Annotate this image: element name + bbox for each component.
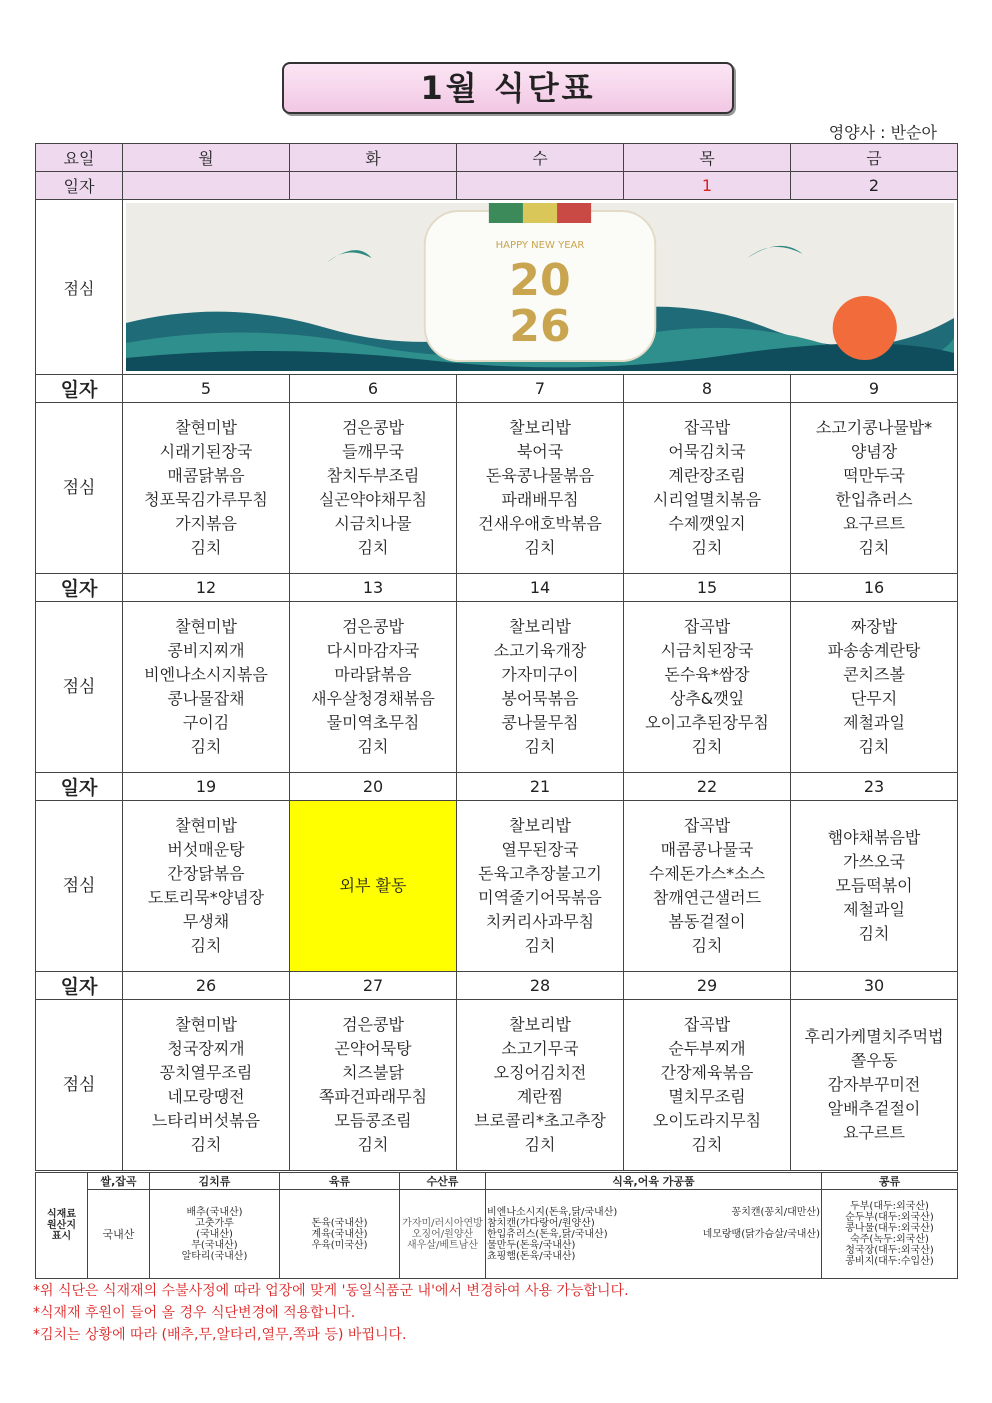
date-cell: 8 — [624, 375, 791, 403]
date-cell: 14 — [457, 574, 624, 602]
origin-beans: 두부(대두:외국산) 순두부(대두:외국산) 콩나물(대두:외국산) 숙주(녹두:외국산) 청국장(대두:외국산) 콩비지(대두:수입산) — [822, 1190, 958, 1279]
date-cell: 27 — [290, 972, 457, 1000]
origin-rice: 국내산 — [88, 1190, 150, 1279]
menu-cell: 찰현미밥 버섯매운탕 간장닭볶음 도토리묵*양념장 무생채 김치 — [123, 801, 290, 972]
origin-body-row — [36, 1190, 958, 1279]
date-cell: 6 — [290, 375, 457, 403]
menu-cell: 잡곡밥 시금치된장국 돈수육*쌈장 상추&깻잎 오이고추된장무침 김치 — [624, 602, 791, 773]
day-thu: 목 — [624, 144, 791, 172]
date-row — [36, 773, 958, 801]
banner-image — [126, 203, 954, 371]
origin-processed — [486, 1190, 822, 1279]
menu-cell: 찰현미밥 시래기된장국 매콤닭볶음 청포묵김가루무침 가지볶음 김치 — [123, 403, 290, 574]
origin-header: 육류 — [280, 1173, 400, 1190]
note-item: *식재재 후원이 들어 올 경우 식단변경에 적용합니다. — [33, 1305, 356, 1321]
origin-processed-left: 비엔나소시지(돈육,닭/국내산) 참치캔(가다랑어/원양산) 한입츄러스(돈육,닭/국내산) 물만두(돈육/국내산) 쵸핑햄(돈육/국내산) — [487, 1206, 618, 1262]
date-cell: 1 — [624, 172, 791, 200]
banner-row — [36, 200, 958, 375]
date-cell — [457, 172, 624, 200]
date-label: 일자 — [36, 172, 123, 200]
origin-meat: 돈육(국내산) 계육(국내산) 우육(미국산) — [280, 1190, 400, 1279]
meal-row — [36, 403, 958, 574]
menu-table — [35, 143, 958, 1171]
day-tue: 화 — [290, 144, 457, 172]
date-cell: 19 — [123, 773, 290, 801]
date-cell: 23 — [791, 773, 958, 801]
origin-label: 식재료 원산지 표시 — [36, 1173, 88, 1279]
menu-cell: 찰보리밥 북어국 돈육콩나물볶음 파래배무침 건새우애호박볶음 김치 — [457, 403, 624, 574]
date-cell: 9 — [791, 375, 958, 403]
menu-cell: 찰현미밥 콩비지찌개 비엔나소시지볶음 콩나물잡채 구이김 김치 — [123, 602, 290, 773]
menu-cell: 찰보리밥 소고기육개장 가자미구이 봉어묵볶음 콩나물무침 김치 — [457, 602, 624, 773]
menu-cell: 후리가케멸치주먹법 쫄우동 감자부꾸미전 알배추겉절이 요구르트 — [791, 1000, 958, 1171]
menu-cell: 잡곡밥 어묵김치국 계란장조림 시리얼멸치볶음 수제깻잎지 김치 — [624, 403, 791, 574]
origin-header: 김치류 — [150, 1173, 280, 1190]
date-cell — [290, 172, 457, 200]
date-cell: 12 — [123, 574, 290, 602]
weekday-row — [36, 144, 958, 172]
menu-cell: 검은콩밥 들깨무국 참치두부조림 실곤약야채무침 시금치나물 김치 — [290, 403, 457, 574]
menu-cell: 찰현미밥 청국장찌개 꽁치열무조림 네모랑땡전 느타리버섯볶음 김치 — [123, 1000, 290, 1171]
nutritionist: 영양사 : 반순아 — [828, 123, 937, 142]
meal-row — [36, 602, 958, 773]
origin-table — [35, 1172, 958, 1279]
meal-row — [36, 801, 958, 972]
date-cell: 5 — [123, 375, 290, 403]
meal-label: 점심 — [36, 403, 123, 574]
origin-header: 콩류 — [822, 1173, 958, 1190]
menu-cell: 짜장밥 파송송계란탕 콘치즈볼 단무지 제철과일 김치 — [791, 602, 958, 773]
date-row-week1 — [36, 172, 958, 200]
date-label: 일자 — [36, 773, 123, 801]
menu-cell: 찰보리밥 열무된장국 돈육고추장불고기 미역줄기어묵볶음 치커리사과무침 김치 — [457, 801, 624, 972]
day-mon: 월 — [123, 144, 290, 172]
day-wed: 수 — [457, 144, 624, 172]
menu-cell: 햄야채볶음밥 가쓰오국 모듬떡볶이 제철과일 김치 — [791, 801, 958, 972]
date-cell: 22 — [624, 773, 791, 801]
note-item: *위 식단은 식재재의 수불사정에 따라 업장에 맞게 '동일식품군 내'에서 변경하여 사용 가능합니다. — [33, 1283, 629, 1299]
banner-year-top: 20 — [509, 255, 571, 306]
note-item: *김치는 상황에 따라 (배추,무,알타리,열무,쪽파 등) 바뀝니다. — [33, 1327, 407, 1343]
notes — [33, 1280, 629, 1346]
date-cell: 30 — [791, 972, 958, 1000]
menu-cell: 검은콩밥 곤약어묵탕 치즈불닭 쪽파건파래무침 모듬콩조림 김치 — [290, 1000, 457, 1171]
date-cell: 29 — [624, 972, 791, 1000]
date-row — [36, 972, 958, 1000]
date-cell: 7 — [457, 375, 624, 403]
day-fri: 금 — [791, 144, 958, 172]
origin-processed-right: 꽁치캔(꽁치/대만산) 네모랑땡(닭가슴살/국내산) — [702, 1206, 820, 1240]
meal-label: 점심 — [36, 1000, 123, 1171]
origin-header: 수산류 — [400, 1173, 486, 1190]
date-cell: 16 — [791, 574, 958, 602]
date-row — [36, 574, 958, 602]
date-label: 일자 — [36, 972, 123, 1000]
date-cell: 26 — [123, 972, 290, 1000]
menu-cell: 찰보리밥 소고기무국 오징어김치전 계란찜 브로콜리*초고추장 김치 — [457, 1000, 624, 1171]
date-cell: 15 — [624, 574, 791, 602]
menu-cell: 검은콩밥 다시마감자국 마라닭볶음 새우살청경채볶음 물미역초무침 김치 — [290, 602, 457, 773]
page-title: 1월 식단표 — [282, 62, 734, 114]
weekday-label: 요일 — [36, 144, 123, 172]
date-cell: 13 — [290, 574, 457, 602]
date-cell: 21 — [457, 773, 624, 801]
date-cell: 20 — [290, 773, 457, 801]
meal-label: 점심 — [36, 602, 123, 773]
new-year-banner — [123, 200, 958, 375]
origin-header: 쌀,잡곡 — [88, 1173, 150, 1190]
banner-year-bottom: 26 — [509, 301, 571, 352]
date-row — [36, 375, 958, 403]
menu-cell: 잡곡밥 순두부찌개 간장제육볶음 멸치무조림 오이도라지무침 김치 — [624, 1000, 791, 1171]
meal-label: 점심 — [36, 200, 123, 375]
banner-text: HAPPY NEW YEAR — [495, 240, 585, 251]
meal-row — [36, 1000, 958, 1171]
date-label: 일자 — [36, 574, 123, 602]
origin-kimchi: 배추(국내산) 고춧가루 (국내산) 무(국내산) 알타리(국내산) — [150, 1190, 280, 1279]
menu-cell: 소고기콩나물밥* 양념장 떡만두국 한입츄러스 요구르트 김치 — [791, 403, 958, 574]
outdoor-activity-cell: 외부 활동 — [290, 801, 457, 972]
date-cell — [123, 172, 290, 200]
date-cell: 2 — [791, 172, 958, 200]
meal-label: 점심 — [36, 801, 123, 972]
origin-seafood: 가자미/러시아연방 오징어/원양산 새우살/베트남산 — [400, 1190, 486, 1279]
date-cell: 28 — [457, 972, 624, 1000]
origin-header-row — [36, 1173, 958, 1190]
date-label: 일자 — [36, 375, 123, 403]
menu-cell: 잡곡밥 매콤콩나물국 수제돈가스*소스 참깨연근샐러드 봄동겉절이 김치 — [624, 801, 791, 972]
origin-header: 식육,어육 가공품 — [486, 1173, 822, 1190]
